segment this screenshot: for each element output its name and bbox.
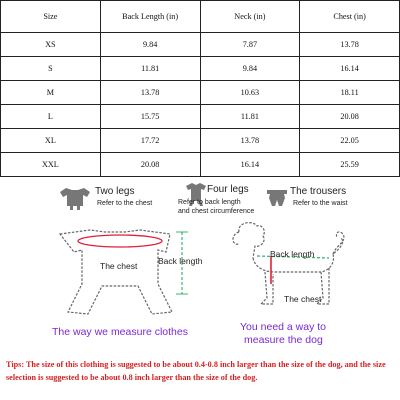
cell-size: XS	[1, 33, 101, 57]
cell-size: L	[1, 105, 101, 129]
four-legs-label: Four legs	[207, 184, 249, 195]
dog-outline	[233, 223, 344, 304]
chest-measure-line	[78, 235, 162, 247]
table-row	[1, 81, 400, 105]
cell-chest: 18.11	[300, 81, 400, 105]
trousers-label: The trousers	[290, 186, 347, 197]
table-row	[1, 105, 400, 129]
cell-back-length: 20.08	[100, 153, 200, 177]
cell-back-length: 17.72	[100, 129, 200, 153]
clothes-measurement-diagram	[40, 222, 203, 322]
cell-chest: 25.59	[300, 153, 400, 177]
cell-chest: 13.78	[300, 33, 400, 57]
cell-neck: 13.78	[200, 129, 300, 153]
two-legs-garment-icon	[60, 188, 90, 210]
cell-chest: 22.05	[300, 129, 400, 153]
dog-caption-line-1: You need a way to	[240, 321, 327, 333]
cell-back-length: 11.81	[100, 57, 200, 81]
cell-neck: 10.63	[200, 81, 300, 105]
four-legs-description-2: and chest circumference	[178, 208, 255, 215]
cell-size: XL	[1, 129, 101, 153]
cell-neck: 16.14	[200, 153, 300, 177]
table-header-row	[1, 1, 400, 33]
four-legs-description-1: Refer to back length	[178, 199, 241, 206]
cell-chest: 20.08	[300, 105, 400, 129]
header-neck: Neck (in)	[200, 1, 300, 33]
clothes-back-length-label: Back length	[158, 256, 203, 266]
cell-neck: 9.84	[200, 57, 300, 81]
cell-neck: 11.81	[200, 105, 300, 129]
dog-chest-label: The chest	[284, 294, 322, 304]
cell-size: M	[1, 81, 101, 105]
trousers-description: Refer to the waist	[293, 200, 348, 207]
cell-back-length: 15.75	[100, 105, 200, 129]
trousers-icon	[267, 190, 287, 206]
dog-back-length-label: Back length	[270, 249, 315, 259]
header-size: Size	[1, 1, 101, 33]
clothes-caption: The way we measure clothes	[52, 326, 188, 338]
garment-outline	[60, 230, 172, 314]
table-row	[1, 153, 400, 177]
table-row	[1, 129, 400, 153]
size-chart-table	[0, 0, 400, 177]
two-legs-description: Refer to the chest	[97, 200, 153, 207]
cell-chest: 16.14	[300, 57, 400, 81]
table-row	[1, 57, 400, 81]
two-legs-label: Two legs	[95, 186, 135, 197]
cell-size: S	[1, 57, 101, 81]
cell-size: XXL	[1, 153, 101, 177]
table-row	[1, 33, 400, 57]
sizing-tips: Tips: The size of this clothing is suggested to be about 0.4-0.8 inch larger than the size of the dog, and the size selection is suggested to be about 0.8 inch larger than the size of the dog.	[6, 360, 386, 382]
cell-back-length: 13.78	[100, 81, 200, 105]
cell-back-length: 9.84	[100, 33, 200, 57]
clothes-chest-label: The chest	[100, 261, 138, 271]
dog-caption-line-2: measure the dog	[244, 334, 323, 346]
header-chest: Chest (in)	[300, 1, 400, 33]
header-back-length: Back Length (in)	[100, 1, 200, 33]
cell-neck: 7.87	[200, 33, 300, 57]
